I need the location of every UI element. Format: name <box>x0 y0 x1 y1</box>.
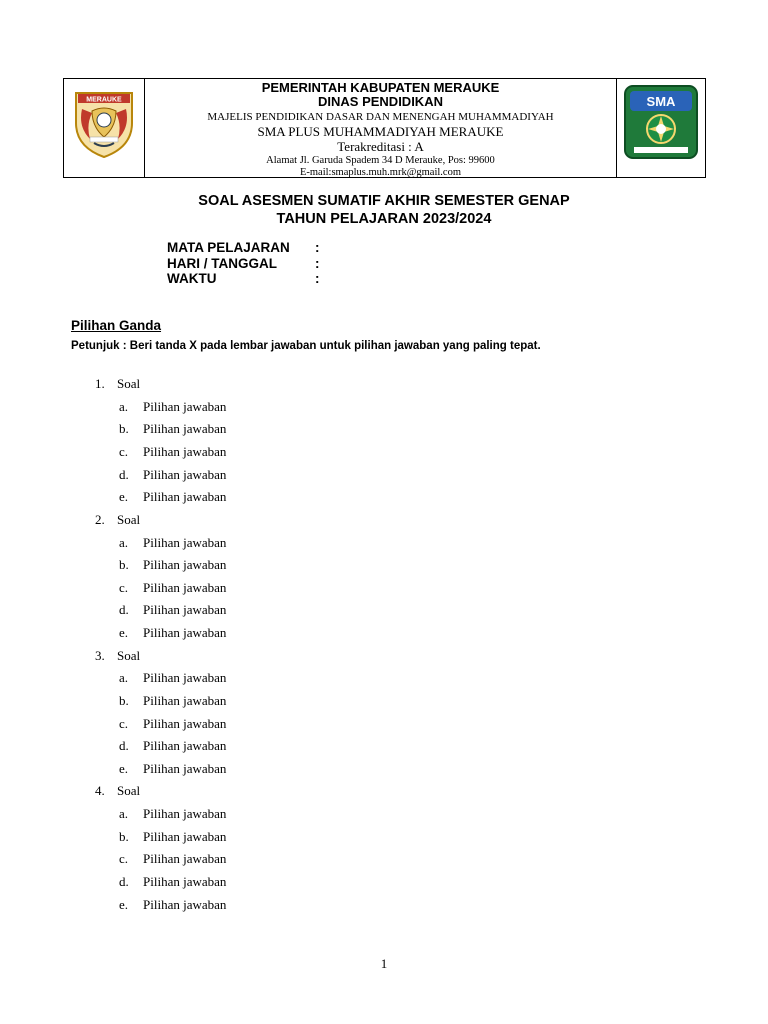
government-name: PEMERINTAH KABUPATEN MERAUKE <box>261 80 500 95</box>
option-letter: e. <box>119 761 129 776</box>
question-4-option-d <box>119 874 226 890</box>
question-3-option-b <box>119 693 226 709</box>
svg-text:MERAUKE: MERAUKE <box>86 96 122 104</box>
option-text: Pilihan jawaban <box>143 761 227 776</box>
option-text: Pilihan jawaban <box>143 716 227 731</box>
option-letter: d. <box>119 874 129 889</box>
question-3 <box>95 648 140 664</box>
meta-time-colon: : <box>315 271 320 286</box>
option-text: Pilihan jawaban <box>143 806 227 821</box>
letterhead-text <box>145 79 616 177</box>
academic-year: TAHUN PELAJARAN 2023/2024 <box>276 211 492 227</box>
question-text: Soal <box>117 648 141 663</box>
accreditation: Terakreditasi : A <box>337 139 424 154</box>
option-letter: a. <box>119 535 129 550</box>
meta-time-label: WAKTU <box>167 271 217 286</box>
question-2 <box>95 512 140 528</box>
option-letter: e. <box>119 897 129 912</box>
letterhead-table <box>63 78 706 178</box>
merauke-emblem-icon <box>70 87 138 159</box>
option-text: Pilihan jawaban <box>143 535 227 550</box>
question-text: Soal <box>117 376 141 391</box>
question-1-option-b <box>119 421 226 437</box>
option-letter: a. <box>119 670 129 685</box>
svg-text:SMA: SMA <box>646 94 676 109</box>
question-1-option-c <box>119 444 226 460</box>
meta-date-colon: : <box>315 255 320 271</box>
page-number: 1 <box>380 956 388 971</box>
option-letter: b. <box>119 421 129 436</box>
question-4-option-a <box>119 806 226 822</box>
option-letter: c. <box>119 444 129 459</box>
meta-subject-row <box>167 240 320 256</box>
option-letter: c. <box>119 716 129 731</box>
section-title: Pilihan Ganda <box>71 318 162 333</box>
school-name: SMA PLUS MUHAMMADIYAH MERAUKE <box>257 124 504 139</box>
letterhead-left-cell <box>64 79 145 177</box>
option-text: Pilihan jawaban <box>143 625 227 640</box>
question-number: 2. <box>95 512 105 527</box>
school-address: Alamat Jl. Garuda Spadem 34 D Merauke, Pos: 99600 <box>266 155 495 166</box>
option-text: Pilihan jawaban <box>143 738 227 753</box>
question-4-option-e <box>119 897 226 913</box>
council-name: MAJELIS PENDIDIKAN DASAR DAN MENENGAH MUHAMMADIYAH <box>207 111 554 123</box>
option-text: Pilihan jawaban <box>143 444 227 459</box>
option-letter: b. <box>119 829 129 844</box>
exam-title: SOAL ASESMEN SUMATIF AKHIR SEMESTER GENAP <box>198 193 570 209</box>
instructions: Petunjuk : Beri tanda X pada lembar jawaban untuk pilihan jawaban yang paling tepat. <box>71 340 541 352</box>
question-3-option-e <box>119 761 226 777</box>
option-letter: c. <box>119 851 129 866</box>
letterhead-right-cell <box>616 79 705 177</box>
option-letter: e. <box>119 625 129 640</box>
question-number: 4. <box>95 783 105 798</box>
question-1 <box>95 376 140 392</box>
meta-subject-colon: : <box>315 240 320 255</box>
option-letter: a. <box>119 806 129 821</box>
question-3-option-d <box>119 738 226 754</box>
option-letter: a. <box>119 399 129 414</box>
question-4 <box>95 783 140 799</box>
option-letter: d. <box>119 467 129 482</box>
meta-time-row <box>167 271 320 287</box>
option-letter: c. <box>119 580 129 595</box>
exam-meta <box>167 240 320 287</box>
question-1-option-d <box>119 467 226 483</box>
option-text: Pilihan jawaban <box>143 851 227 866</box>
option-letter: d. <box>119 738 129 753</box>
option-text: Pilihan jawaban <box>143 399 227 414</box>
question-2-option-d <box>119 602 226 618</box>
question-text: Soal <box>117 512 141 527</box>
question-text: Soal <box>117 783 141 798</box>
option-text: Pilihan jawaban <box>143 602 227 617</box>
option-text: Pilihan jawaban <box>143 829 227 844</box>
option-text: Pilihan jawaban <box>143 421 227 436</box>
option-text: Pilihan jawaban <box>143 467 227 482</box>
question-4-option-b <box>119 829 226 845</box>
question-2-option-b <box>119 557 226 573</box>
option-text: Pilihan jawaban <box>143 874 227 889</box>
option-text: Pilihan jawaban <box>143 897 227 912</box>
question-2-option-e <box>119 625 226 641</box>
meta-date-row <box>167 255 320 272</box>
question-4-option-c <box>119 851 226 867</box>
option-text: Pilihan jawaban <box>143 489 227 504</box>
meta-subject-label: MATA PELAJARAN <box>167 240 290 255</box>
option-letter: b. <box>119 693 129 708</box>
meta-date-label: HARI / TANGGAL <box>167 255 277 271</box>
question-number: 3. <box>95 648 105 663</box>
question-3-option-a <box>119 670 226 686</box>
question-1-option-e <box>119 489 226 505</box>
option-letter: e. <box>119 489 129 504</box>
option-letter: b. <box>119 557 129 572</box>
option-text: Pilihan jawaban <box>143 580 227 595</box>
question-2-option-c <box>119 580 226 596</box>
question-3-option-c <box>119 716 226 732</box>
school-email: E-mail:smaplus.muh.mrk@gmail.com <box>299 167 462 178</box>
sma-muhammadiyah-logo-icon <box>624 85 698 159</box>
option-letter: d. <box>119 602 129 617</box>
option-text: Pilihan jawaban <box>143 670 227 685</box>
department-name: DINAS PENDIDIKAN <box>318 94 443 109</box>
question-number: 1. <box>95 376 105 391</box>
option-text: Pilihan jawaban <box>143 557 227 572</box>
option-text: Pilihan jawaban <box>143 693 227 708</box>
question-1-option-a <box>119 399 226 415</box>
question-2-option-a <box>119 535 226 551</box>
